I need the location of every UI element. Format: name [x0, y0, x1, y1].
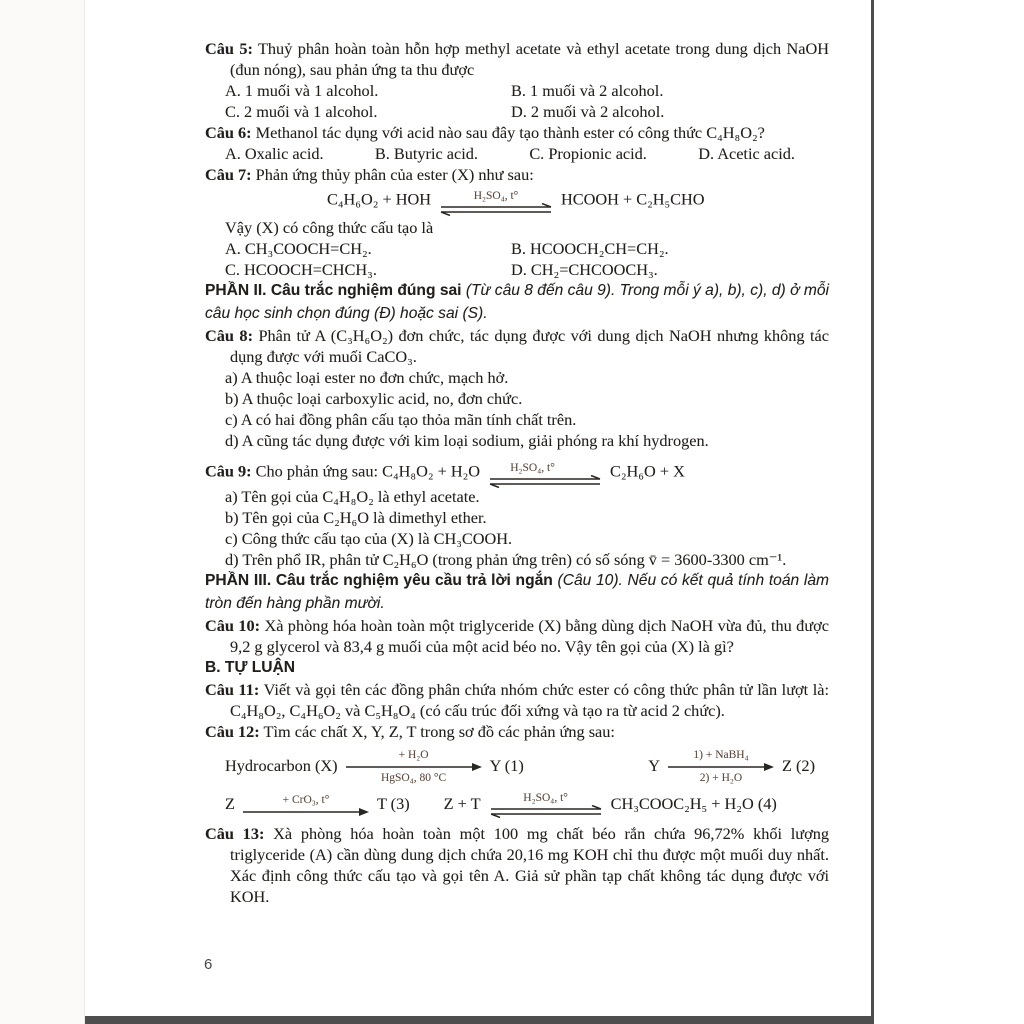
question-13 — [205, 823, 829, 907]
question-7-label: Câu 7: — [205, 165, 252, 184]
question-12-text: Tìm các chất X, Y, Z, T trong sơ đồ các phản ứng sau: — [263, 722, 615, 741]
option-d: D. 2 muối và 2 alcohol. — [511, 102, 665, 121]
question-5-options — [205, 80, 829, 122]
reaction-row-1 — [205, 747, 829, 783]
reaction-1 — [225, 747, 524, 783]
option-b: B. HCOOCH₂CH=CH₂. — [511, 239, 669, 258]
question-6-text: Methanol tác dụng với acid nào sau đây tạo thành ester có công thức C₄H₈O₂? — [255, 123, 765, 142]
right-arrow-icon — [666, 762, 776, 772]
question-7-equation — [205, 188, 829, 214]
question-6-label: Câu 6: — [205, 123, 252, 142]
reaction-condition: H₂SO₄, t° — [473, 190, 519, 202]
option-c: C. HCOOCH=CHCH₃. — [225, 260, 377, 279]
condition-above: 1) + NaBH₄ — [693, 749, 749, 761]
option-d: D. Acetic acid. — [698, 144, 795, 163]
condition-below: 2) + H₂O — [699, 772, 743, 784]
equilibrium-arrow — [437, 190, 555, 216]
question-7-options — [205, 238, 829, 280]
reactant: Z + T — [443, 793, 481, 813]
option-c: C. Propionic acid. — [529, 144, 647, 163]
right-arrow-icon — [241, 807, 371, 817]
equilibrium-arrow — [486, 462, 604, 488]
question-9 — [205, 460, 829, 570]
part3-note: (Câu 10). Nếu có kết quả tính toán làm tròn đến hàng phần mười. — [205, 572, 829, 612]
equation-left-side: C₄H₆O₂ + HOH — [327, 189, 431, 209]
part2-note: (Từ câu 8 đến câu 9). Trong mỗi ý a), b), c), d) ở mỗi câu học sinh chọn đúng (Đ) hoặc sai (S). — [205, 282, 829, 322]
scan-bottom-bar — [85, 1016, 874, 1024]
reactant: Z — [225, 793, 235, 813]
part2-title: PHẦN II. Câu trắc nghiệm đúng sai — [205, 282, 462, 299]
question-5 — [205, 38, 829, 122]
question-6-options — [205, 143, 829, 164]
statement-d: d) Trên phổ IR, phân tử C₂H₆O (trong phản ứng trên) có số sóng v̄ = 3600-3300 cm⁻¹. — [225, 550, 787, 569]
page-number: 6 — [204, 956, 213, 973]
equilibrium-arrow-icon — [437, 203, 555, 216]
reaction-3 — [225, 792, 410, 815]
equation-right-side: C₂H₆O + X — [610, 461, 685, 481]
exam-content — [205, 38, 829, 907]
equation-right-side: HCOOH + C₂H₅CHO — [561, 189, 705, 209]
equilibrium-arrow-icon — [487, 805, 605, 818]
question-7-subtext: Vậy (X) có công thức cấu tạo là — [225, 218, 434, 237]
question-11-label: Câu 11: — [205, 680, 260, 699]
reaction-arrow — [344, 749, 484, 785]
question-8 — [205, 325, 829, 451]
question-10-text: Xà phòng hóa hoàn toàn một triglyceride (X) bằng dùng dịch NaOH vừa đủ, thu được 9,2 g glycerol và 83,4 g muối của một acid béo no. Vậy tên gọi của (X) là gì? — [230, 616, 829, 656]
product: Z (2) — [782, 755, 815, 775]
question-5-label: Câu 5: — [205, 39, 253, 58]
question-6 — [205, 122, 829, 164]
question-12-label: Câu 12: — [205, 722, 260, 741]
reaction-4 — [444, 790, 777, 816]
question-9-intro: Cho phản ứng sau: — [255, 461, 379, 481]
question-10 — [205, 615, 829, 657]
question-9-label: Câu 9: — [205, 461, 252, 481]
condition-above: + CrO₃, t° — [282, 793, 330, 806]
question-7 — [205, 164, 829, 280]
statement-b: b) Tên gọi của C₂H₆O là dimethyl ether. — [225, 508, 487, 527]
reaction-arrow — [666, 749, 776, 785]
product: T (3) — [376, 793, 410, 813]
question-12 — [205, 721, 829, 816]
reaction-condition: H₂SO₄, t° — [523, 792, 568, 804]
question-13-text: Xà phòng hóa hoàn toàn một 100 mg chất béo rắn chứa 96,72% khối lượng triglyceride (A) cần dùng dung dịch chứa 20,16 mg KOH chỉ thu được một muối duy nhất. Xác định công thức cấu tạo và gọi tên A. Giả sử phần tạp chất không tác dụng được với KOH. — [230, 824, 829, 906]
section-part3-heading — [205, 570, 829, 615]
reaction-arrow — [241, 794, 371, 817]
product: CH₃COOC₂H₅ + H₂O (4) — [610, 793, 777, 813]
statement-a: a) Tên gọi của C₄H₈O₂ là ethyl acetate. — [225, 487, 480, 506]
reaction-condition: H₂SO₄, t° — [510, 462, 555, 474]
part3-title: PHẦN III. Câu trắc nghiệm yêu cầu trả lời ngắn — [205, 572, 553, 589]
reactant: Hydrocarbon (X) — [225, 755, 338, 775]
page-left-margin — [0, 0, 85, 1024]
option-d: D. CH₂=CHCOOCH₃. — [511, 260, 658, 279]
page-edge-line — [871, 0, 874, 1024]
equilibrium-arrow — [487, 792, 605, 818]
section-b-heading: B. TỰ LUẬN — [205, 659, 296, 676]
question-5-text: Thuỷ phân hoàn toàn hỗn hợp methyl acetate và ethyl acetate trong dung dịch NaOH (đun nóng), sau phản ứng ta thu được — [230, 39, 830, 79]
statement-a: a) A thuộc loại ester no đơn chức, mạch hở. — [225, 368, 509, 387]
condition-above: + H₂O — [398, 749, 429, 761]
product: Y (1) — [489, 755, 524, 775]
right-arrow-icon — [344, 762, 484, 772]
option-c: C. 2 muối và 1 alcohol. — [225, 102, 378, 121]
option-b: B. Butyric acid. — [374, 144, 478, 163]
statement-c: c) Công thức cấu tạo của (X) là CH₃COOH. — [225, 529, 513, 548]
option-b: B. 1 muối và 2 alcohol. — [511, 81, 664, 100]
question-13-label: Câu 13: — [205, 824, 265, 843]
option-a: A. 1 muối và 1 alcohol. — [225, 81, 379, 100]
reactant: Y — [648, 755, 660, 775]
option-a: A. Oxalic acid. — [225, 144, 324, 163]
condition-below: HgSO₄, 80 °C — [380, 772, 447, 784]
question-10-label: Câu 10: — [205, 616, 261, 635]
question-11-text: Viết và gọi tên các đồng phân chứa nhóm chức ester có công thức phân tử lần lượt là: C₄H₈O₂, C₄H₆O₂ và C₅H₈O₄ (có cấu trúc đối xứng và tạo ra từ acid 2 chức). — [230, 680, 830, 720]
statement-c: c) A có hai đồng phân cấu tạo thỏa mãn tính chất trên. — [225, 410, 577, 429]
statement-d: d) A cũng tác dụng được với kim loại sodium, giải phóng ra khí hydrogen. — [225, 431, 709, 450]
reaction-row-2 — [205, 790, 829, 816]
section-part2-heading — [205, 280, 829, 325]
option-a: A. CH₃COOCH=CH₂. — [225, 239, 372, 258]
question-8-text: Phân tử A (C₃H₆O₂) đơn chức, tác dụng được với dung dịch NaOH nhưng không tác dụng được với muối CaCO₃. — [230, 326, 829, 366]
question-8-label: Câu 8: — [205, 326, 253, 345]
statement-b: b) A thuộc loại carboxylic acid, no, đơn chức. — [225, 389, 523, 408]
question-7-text: Phản ứng thủy phân của ester (X) như sau: — [255, 165, 534, 184]
question-11 — [205, 679, 829, 721]
reaction-2 — [648, 747, 815, 783]
equilibrium-arrow-icon — [486, 475, 604, 488]
equation-left-side: C₄H₈O₂ + H₂O — [382, 461, 481, 481]
